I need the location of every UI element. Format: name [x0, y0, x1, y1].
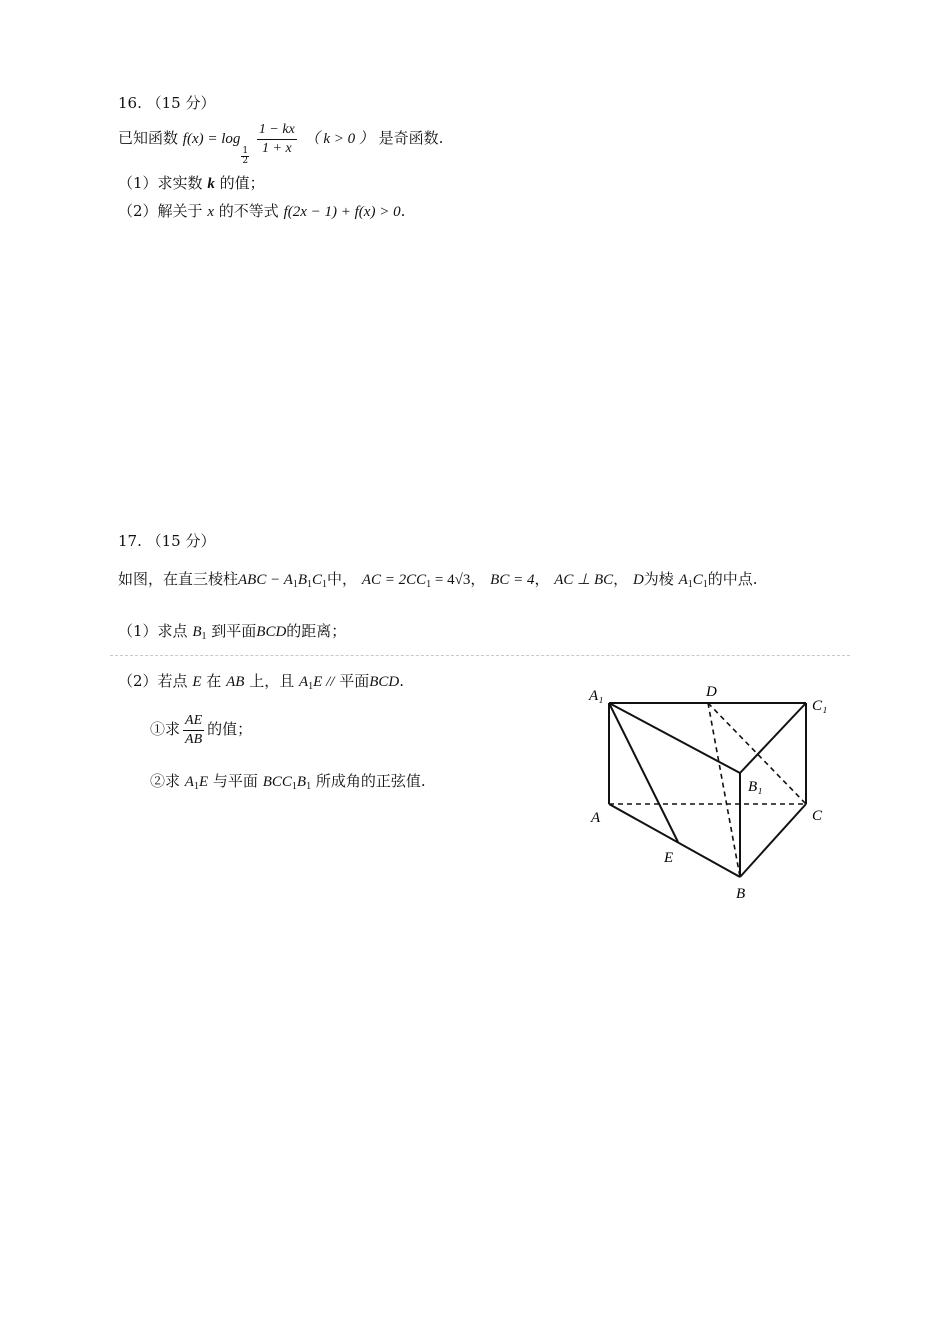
- q17-p2-A1E-sub: 1: [308, 681, 314, 692]
- q17-prism-a: ABC − A: [238, 572, 293, 588]
- q17-prism-sub2: 1: [307, 579, 313, 590]
- q17-p2-mid3: 平面: [339, 672, 370, 690]
- q17-p1-prefix: （1）求点: [118, 622, 188, 640]
- q17-s1-suffix: 的值；: [207, 720, 253, 738]
- label-A: A: [591, 810, 601, 826]
- q17-A1C1-sub2: 1: [702, 579, 708, 590]
- edge-B-C: [740, 804, 806, 877]
- label-D: D: [706, 684, 717, 700]
- label-C1: C₁: [812, 698, 828, 714]
- q16-part1-prefix: （1）求实数: [118, 174, 203, 192]
- q16-stem-prefix: 已知函数: [118, 129, 179, 147]
- q17-A1C1: [679, 572, 708, 588]
- q17-s1-den: AB: [185, 731, 203, 747]
- q16-condition: （ k > 0 ）: [304, 131, 374, 147]
- q17-p2-plane: BCD: [369, 674, 400, 690]
- q17-prism-sub3: 1: [322, 579, 328, 590]
- q17-prism: [238, 572, 327, 588]
- q16-part1-var: k: [207, 176, 215, 192]
- q16-header-text: 16. （15 分）: [118, 94, 216, 112]
- q16-part2: [118, 200, 405, 221]
- q17-stem-D: D: [632, 572, 644, 588]
- q17-p2-prefix: （2）若点: [118, 672, 188, 690]
- q17-p1-plane: BCD: [256, 624, 287, 640]
- q17-p1-B-sub: 1: [201, 631, 207, 642]
- q17-stem-c: ，: [470, 570, 486, 588]
- label-B1: B₁: [748, 779, 763, 795]
- q17-p2-end: .: [399, 672, 404, 690]
- hidden-segment-D-B: [708, 703, 740, 877]
- q17-A1C1-c: C: [692, 572, 703, 588]
- q17-s1-num: AE: [183, 714, 204, 731]
- q17-p2-AB: AB: [226, 674, 245, 690]
- prism-figure: [580, 678, 840, 908]
- label-C: C: [812, 808, 823, 824]
- q17-s2-A: A: [184, 774, 194, 790]
- q16-header: [118, 92, 215, 113]
- q16-frac-den: 1 + x: [262, 140, 292, 156]
- q17-s2-mid: 与平面: [212, 772, 258, 790]
- q16-log-base-den: 2: [242, 156, 249, 166]
- q17-A1C1-sub1: 1: [687, 579, 693, 590]
- q17-stem-e: ，: [613, 570, 629, 588]
- q16-part2-end: .: [400, 202, 406, 220]
- q17-p2-E: E: [192, 674, 202, 690]
- q17-eq1-rest: = 4√3: [431, 572, 471, 588]
- q16-log-base: [241, 147, 249, 166]
- label-B: B: [736, 886, 746, 902]
- q17-s1-prefix: ①求: [150, 720, 181, 738]
- q17-stem-b: 中，: [327, 570, 358, 588]
- q17-p2-A1E-a: A: [298, 674, 309, 690]
- q16-fraction: [257, 123, 297, 156]
- q17-eq2: BC = 4: [490, 572, 535, 588]
- edge-A-B: [609, 804, 740, 877]
- q17-header: [118, 530, 215, 551]
- q16-part2-prefix: （2）解关于: [118, 202, 203, 220]
- q17-s2-plane-sub1: 1: [291, 781, 297, 792]
- q17-part1: [118, 620, 346, 642]
- q17-s2-A1E: [185, 774, 208, 790]
- edge-B1-C1: [740, 703, 806, 773]
- q17-sub2: [150, 770, 426, 792]
- q17-p1-B1: [192, 624, 206, 640]
- q16-part1: [118, 172, 265, 193]
- q16-part2-mid: 的不等式: [218, 202, 279, 220]
- q17-s2-A-sub: 1: [193, 781, 199, 792]
- q17-A1C1-a: A: [678, 572, 688, 588]
- q17-stem-g: 的中点.: [707, 570, 758, 588]
- edge-A1-B1: [609, 703, 740, 773]
- q17-s2-suffix: 所成角的正弦值.: [315, 772, 426, 790]
- q17-eq3: AC ⊥ BC: [554, 572, 614, 588]
- q17-stem-f: 为棱: [643, 570, 674, 588]
- q17-s2-plane-sub2: 1: [306, 781, 312, 792]
- q17-prism-b: B: [297, 572, 308, 588]
- label-E: E: [664, 850, 674, 866]
- q17-p1-B: B: [192, 624, 202, 640]
- q17-eq1-sub: 1: [426, 579, 432, 590]
- q16-part2-var: x: [207, 204, 214, 220]
- q17-stem: [118, 568, 758, 590]
- q17-s2-plane: [263, 774, 311, 790]
- q16-stem: [118, 120, 443, 166]
- q17-prism-c: C: [312, 572, 323, 588]
- q17-p2-A1E: [299, 674, 334, 690]
- q17-p1-mid: 到平面: [211, 622, 257, 640]
- q17-prism-sub1: 1: [292, 579, 298, 590]
- q17-eq1-a: AC = 2CC: [361, 572, 427, 588]
- q17-header-text: 17. （15 分）: [118, 532, 216, 550]
- q17-p2-mid2: 上，且: [249, 672, 295, 690]
- q17-s2-prefix: ②求: [150, 772, 181, 790]
- q16-part2-expr: f(2x − 1) + f(x) > 0: [283, 204, 401, 220]
- q17-p1-suffix: 的距离；: [286, 622, 347, 640]
- q17-part2: [118, 670, 404, 692]
- label-A1: A₁: [589, 688, 604, 704]
- q17-s1-fraction: [183, 714, 204, 747]
- q17-s2-plane-b: B: [296, 774, 307, 790]
- q17-p2-A1E-rest: E //: [313, 674, 335, 690]
- q17-sub1: [150, 712, 252, 747]
- q16-stem-suffix: 是奇函数.: [378, 129, 444, 147]
- q17-stem-d: ，: [534, 570, 550, 588]
- q16-log-base-num: 1: [242, 146, 249, 156]
- segment-A1-E: [609, 703, 678, 842]
- q17-p2-mid: 在: [206, 672, 222, 690]
- q16-part1-suffix: 的值；: [219, 174, 265, 192]
- q17-eq1: [362, 572, 471, 588]
- q17-stem-a: 如图，在直三棱柱: [118, 570, 239, 588]
- q16-func-lhs: f(x) = log: [182, 131, 241, 147]
- q16-frac-num: 1 − kx: [257, 123, 297, 140]
- scan-artifact-line: [110, 655, 850, 656]
- q17-s2-plane-a: BCC: [262, 774, 292, 790]
- q17-s2-A-rest: E: [198, 774, 209, 790]
